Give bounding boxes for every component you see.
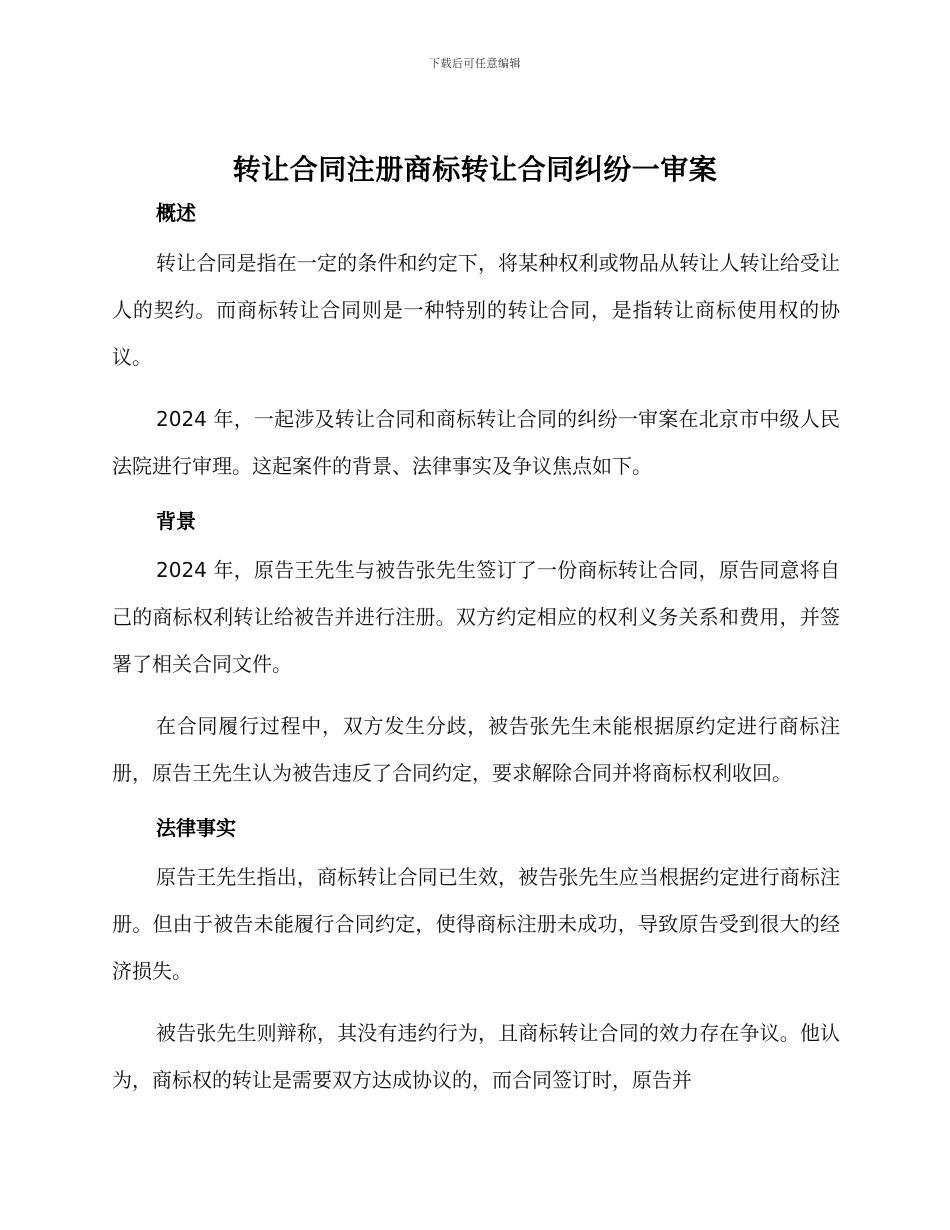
paragraph: 2024 年，原告王先生与被告张先生签订了一份商标转让合同，原告同意将自己的商标权利转让给被告并进行注册。双方约定相应的权利义务关系和费用，并签署了相关合同文件。 [112,558,840,676]
document-body [112,196,840,1104]
section-heading: 背景 [156,509,196,533]
paragraph: 在合同履行过程中，双方发生分歧，被告张先生未能根据原约定进行商标注册，原告王先生认为被告违反了合同约定，要求解除合同并将商标权利收回。 [112,714,840,785]
paragraph: 转让合同是指在一定的条件和约定下，将某种权利或物品从转让人转让给受让人的契约。而商标转让合同则是一种特别的转让合同，是指转让商标使用权的协议。 [112,251,840,369]
header-note: 下载后可任意编辑 [429,57,521,70]
section-legal-facts [112,811,840,1104]
document-title: 转让合同注册商标转让合同纠纷一审案 [232,153,718,186]
paragraph: 2024 年，一起涉及转让合同和商标转让合同的纠纷一审案在北京市中级人民法院进行审理。这起案件的背景、法律事实及争议焦点如下。 [112,407,840,478]
section-heading: 法律事实 [156,816,236,840]
paragraph: 被告张先生则辩称，其没有违约行为，且商标转让合同的效力存在争议。他认为，商标权的转让是需要双方达成协议的，而合同签订时，原告并 [112,1021,840,1092]
paragraph: 原告王先生指出，商标转让合同已生效，被告张先生应当根据约定进行商标注册。但由于被告未能履行合同约定，使得商标注册未成功，导致原告受到很大的经济损失。 [112,865,840,983]
section-heading: 概述 [156,201,196,225]
section-background [112,504,840,797]
section-overview [112,196,840,490]
